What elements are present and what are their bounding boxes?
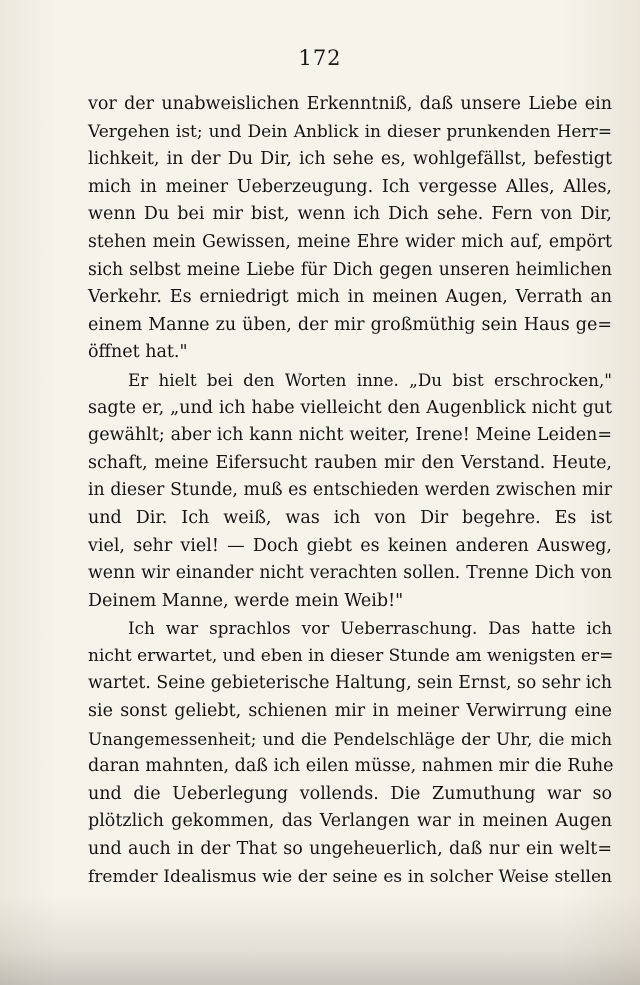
- text-line: öffnet hat.": [88, 342, 188, 363]
- text-line: stehen mein Gewissen, meine Ehre wider mich auf, empört: [88, 231, 612, 252]
- text-line: und Dir. Ich weiß, was ich von Dir begehre. Es ist: [88, 507, 612, 528]
- text-line: Ich war sprachlos vor Ueberraschung. Das hatte ich: [128, 618, 612, 639]
- text-line: mich in meiner Ueberzeugung. Ich vergesse Alles, Alles,: [88, 176, 612, 197]
- text-line: Vergehen ist; und Dein Anblick in dieser prunkenden Herr=: [88, 121, 612, 142]
- text-line: lichkeit, in der Du Dir, ich sehe es, wohlgefällst, befestigt: [88, 149, 612, 170]
- text-line: Unangemessenheit; und die Pendelschläge der Uhr, die mich: [88, 728, 612, 749]
- text-line: Deinem Manne, werde mein Weib!": [88, 590, 404, 611]
- text-line: wartet. Seine gebieterische Haltung, sein Ernst, so sehr ich: [88, 673, 612, 694]
- text-line: fremder Idealismus wie der seine es in solcher Weise stellen: [88, 866, 612, 887]
- text-line: vor der unabweislichen Erkenntniß, daß unsere Liebe ein: [88, 94, 612, 114]
- text-line: und die Ueberlegung vollends. Die Zumuthung war so: [88, 783, 612, 804]
- page-bottom-shadow: [0, 895, 640, 985]
- text-line: Er hielt bei den Worten inne. „Du bist erschrocken,": [128, 369, 612, 390]
- text-line: viel, sehr viel! — Doch giebt es keinen anderen Ausweg,: [88, 535, 612, 556]
- text-line: sich selbst meine Liebe für Dich gegen unseren heimlichen: [88, 259, 612, 280]
- text-line: wenn Du bei mir bist, wenn ich Dich sehe. Fern von Dir,: [88, 204, 612, 225]
- text-line: schaft, meine Eifersucht rauben mir den Verstand. Heute,: [88, 452, 612, 473]
- text-line: gewählt; aber ich kann nicht weiter, Irene! Meine Leiden=: [88, 425, 612, 446]
- text-line: nicht erwartet, und eben in dieser Stunde am wenigsten er=: [88, 645, 614, 666]
- text-line: sie sonst geliebt, schienen mir in meiner Verwirrung eine: [88, 701, 612, 722]
- text-line: in dieser Stunde, muß es entschieden werden zwischen mir: [88, 480, 612, 501]
- text-line: einem Manne zu üben, der mir großmüthig sein Haus ge=: [88, 314, 612, 335]
- text-line: sagte er, „und ich habe vielleicht den Augenblick nicht gut: [88, 397, 612, 418]
- text-line: daran mahnten, daß ich eilen müsse, nahmen mir die Ruhe: [88, 756, 614, 777]
- page-number: 172: [298, 46, 342, 70]
- text-line: plötzlich gekommen, das Verlangen war in meinen Augen: [88, 811, 612, 832]
- text-line: Verkehr. Es erniedrigt mich in meinen Augen, Verrath an: [88, 287, 612, 308]
- text-line: und auch in der That so ungeheuerlich, daß nur ein welt=: [88, 839, 612, 860]
- text-line: wenn wir einander nicht verachten sollen. Trenne Dich von: [88, 563, 612, 584]
- page-body-text: [88, 91, 612, 891]
